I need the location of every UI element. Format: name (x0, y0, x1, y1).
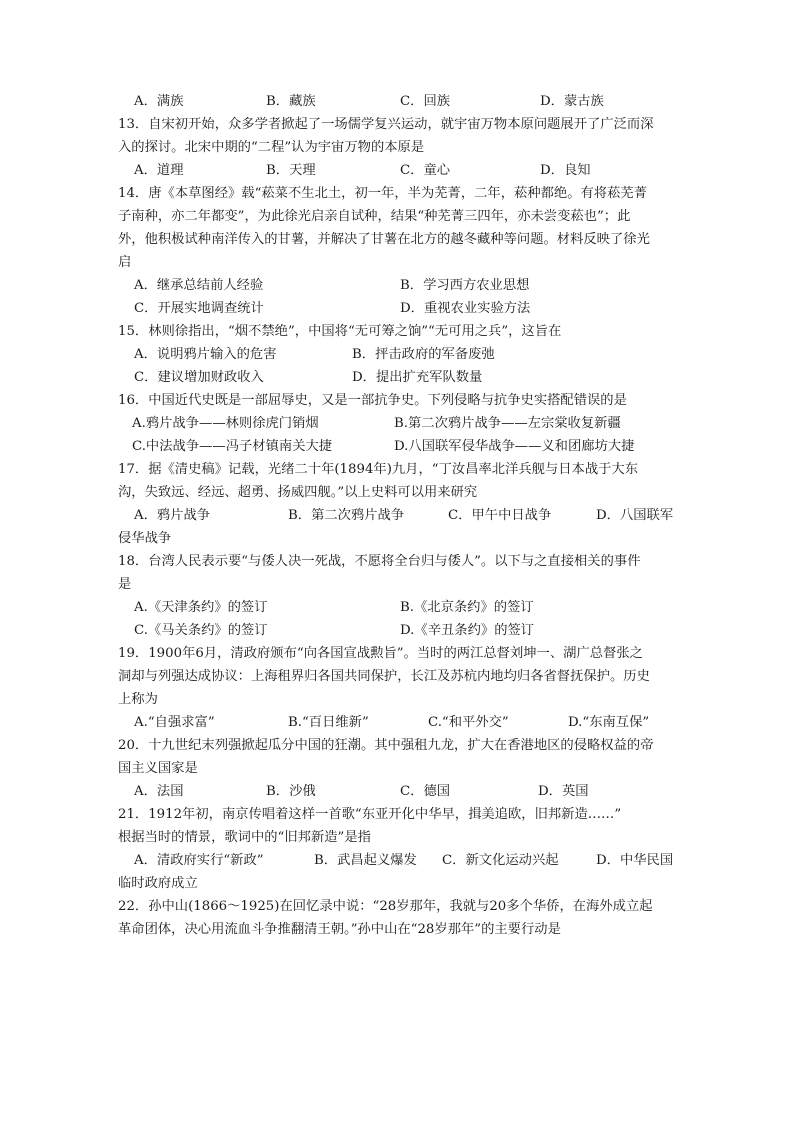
q19-stem-line-1: 19．1900年6月，清政府颁布“向各国宣战勲旨”。当时的两江总督刘坤一、湖广总督张之 (118, 646, 643, 661)
q20-option-c[interactable]: C．德国 (400, 784, 451, 799)
q18-options-row-2 (118, 619, 683, 642)
q17-option-a[interactable]: A．鸦片战争 (134, 508, 211, 523)
exam-page (118, 90, 683, 941)
q13-options (118, 159, 683, 182)
q17-stem-line-2: 沟，失致远、经远、超勇、扬威四舰。”以上史料可以用来研究 (118, 485, 478, 500)
q19-option-d[interactable]: D.“东南互保” (568, 715, 650, 730)
q21-option-d[interactable]: D．中华民国 (596, 853, 674, 868)
q21-stem-line-1: 21．1912年初，南京传唱着这样一首歌“东亚开化中华早，揖美追欧，旧邦新造……” (118, 807, 622, 822)
q14-stem-line-1: 14．唐《本草图经》载“菘菜不生北土，初一年，半为芜菁，二年，菘种都绝。有将菘芜菁 (118, 186, 647, 201)
q22-stem-line-2: 革命团体，决心用流血斗争推翻清王朝。”孙中山在“28岁那年”的主要行动是 (118, 922, 561, 937)
q16-options-row-1 (118, 412, 683, 435)
q13-option-b[interactable]: B．天理 (266, 163, 316, 178)
q20-options (118, 780, 683, 803)
q20-option-d[interactable]: D．英国 (538, 784, 589, 799)
q14-option-a[interactable]: A．继承总结前人经验 (134, 278, 264, 293)
q12-option-a[interactable]: A．满族 (134, 94, 184, 109)
q15-option-c[interactable]: C．建议增加财政收入 (134, 370, 264, 385)
q19-option-c[interactable]: C.“和平外交” (428, 715, 509, 730)
q19-option-b[interactable]: B.“百日维新” (288, 715, 369, 730)
q21-option-a[interactable]: A．清政府实行“新政” (134, 853, 264, 868)
q15-option-b[interactable]: B．抨击政府的军备废弛 (352, 347, 495, 362)
q21-option-c[interactable]: C．新文化运动兴起 (442, 853, 559, 868)
q14-option-c[interactable]: C．开展实地调查统计 (134, 301, 264, 316)
q14-option-b[interactable]: B．学习西方农业思想 (400, 278, 530, 293)
q15-option-a[interactable]: A．说明鸦片输入的危害 (134, 347, 277, 362)
q13-option-a[interactable]: A．道理 (134, 163, 184, 178)
q14-stem-line-4: 启 (118, 255, 132, 270)
q17-stem-line-1: 17．据《清史稿》记载，光绪二十年(1894年)九月，“丁汝昌率北洋兵舰与日本战于大东 (118, 462, 639, 477)
q16-option-b[interactable]: B.第二次鸦片战争——左宗棠收复新疆 (394, 416, 621, 431)
q12-option-d[interactable]: D．蒙古族 (540, 94, 604, 109)
q16-option-d[interactable]: D.八国联军侵华战争——义和团廊坊大捷 (394, 439, 635, 454)
q14-option-d[interactable]: D．重视农业实验方法 (400, 301, 531, 316)
q14-options-row-1 (118, 274, 683, 297)
q19-options (118, 711, 683, 734)
q13-stem-line-1: 13．自宋初开始，众多学者掀起了一场儒学复兴运动，就宇宙万物本原问题展开了广泛而深 (118, 117, 654, 132)
q17-option-c[interactable]: C．甲午中日战争 (448, 508, 552, 523)
q20-stem-line-2: 国主义国家是 (118, 761, 198, 776)
q17-options (118, 504, 683, 527)
q14-stem-line-2: 子南种，亦二年都变”，为此徐光启亲自试种，结果“种芜菁三四年，亦未尝变菘也”；此 (118, 209, 631, 224)
q18-option-a[interactable]: A.《天津条约》的签订 (134, 600, 268, 615)
q15-stem-line-1: 15．林则徐指出，“烟不禁绝”，中国将“无可筹之饷”“无可用之兵”，这旨在 (118, 324, 562, 339)
q13-option-d[interactable]: D．良知 (540, 163, 591, 178)
q14-options-row-2 (118, 297, 683, 320)
q16-option-a[interactable]: A.鸦片战争——林则徐虎门销烟 (132, 416, 319, 431)
q16-stem-line-1: 16．中国近代史既是一部屈辱史，又是一部抗争史。下列侵略与抗争史实搭配错误的是 (118, 393, 627, 408)
q12-option-c[interactable]: C．回族 (400, 94, 451, 109)
q20-option-b[interactable]: B．沙俄 (266, 784, 316, 799)
q18-option-b[interactable]: B.《北京条约》的签订 (400, 600, 534, 615)
q18-option-c[interactable]: C.《马关条约》的签订 (134, 623, 268, 638)
q21-options (118, 849, 683, 872)
q15-options-row-1 (118, 343, 683, 366)
q13-stem-line-2: 入的探讨。北宋中期的“二程”认为宇宙万物的本原是 (118, 140, 425, 155)
q21-stem-line-2: 根据当时的情景，歌词中的“旧邦新造”是指 (118, 830, 371, 845)
q20-stem-line-1: 20．十九世纪末列强掀起瓜分中国的狂潮。其中强租九龙，扩大在香港地区的侵略权益的帝 (118, 738, 654, 753)
q18-stem-line-1: 18．台湾人民表示要“与倭人决一死战，不愿将全台归与倭人”。以下与之直接相关的事件 (118, 554, 641, 569)
q20-option-a[interactable]: A．法国 (134, 784, 184, 799)
q15-options-row-2 (118, 366, 683, 389)
q16-option-c[interactable]: C.中法战争——冯子材镇南关大捷 (132, 439, 333, 454)
q17-option-d-continued: 侵华战争 (118, 531, 172, 546)
q21-option-d-continued: 临时政府成立 (118, 876, 198, 891)
q14-stem-line-3: 外，他积极试种南洋传入的甘薯，并解决了甘薯在北方的越冬藏种等问题。材料反映了徐光 (118, 232, 650, 247)
q17-option-b[interactable]: B．第二次鸦片战争 (288, 508, 405, 523)
q22-stem-line-1: 22．孙中山(1866～1925)在回忆录中说：“28岁那年，我就与20多个华侨，在海外成立起 (118, 899, 653, 914)
q18-options-row-1 (118, 596, 683, 619)
q21-option-b[interactable]: B．武昌起义爆发 (314, 853, 417, 868)
q18-option-d[interactable]: D.《辛丑条约》的签订 (400, 623, 535, 638)
q16-options-row-2 (118, 435, 683, 458)
q19-stem-line-2: 洞却与列强达成协议：上海租界归各国共同保护，长江及苏杭内地均归各省督抚保护。历史 (118, 669, 650, 684)
q15-option-d[interactable]: D．提出扩充军队数量 (352, 370, 483, 385)
q13-option-c[interactable]: C．童心 (400, 163, 451, 178)
q18-stem-line-2: 是 (118, 577, 132, 592)
q19-option-a[interactable]: A.“自强求富” (134, 715, 215, 730)
q12-option-b[interactable]: B．藏族 (266, 94, 316, 109)
q19-stem-line-3: 上称为 (118, 692, 158, 707)
q17-option-d[interactable]: D．八国联军 (596, 508, 674, 523)
q12-options (118, 90, 683, 113)
